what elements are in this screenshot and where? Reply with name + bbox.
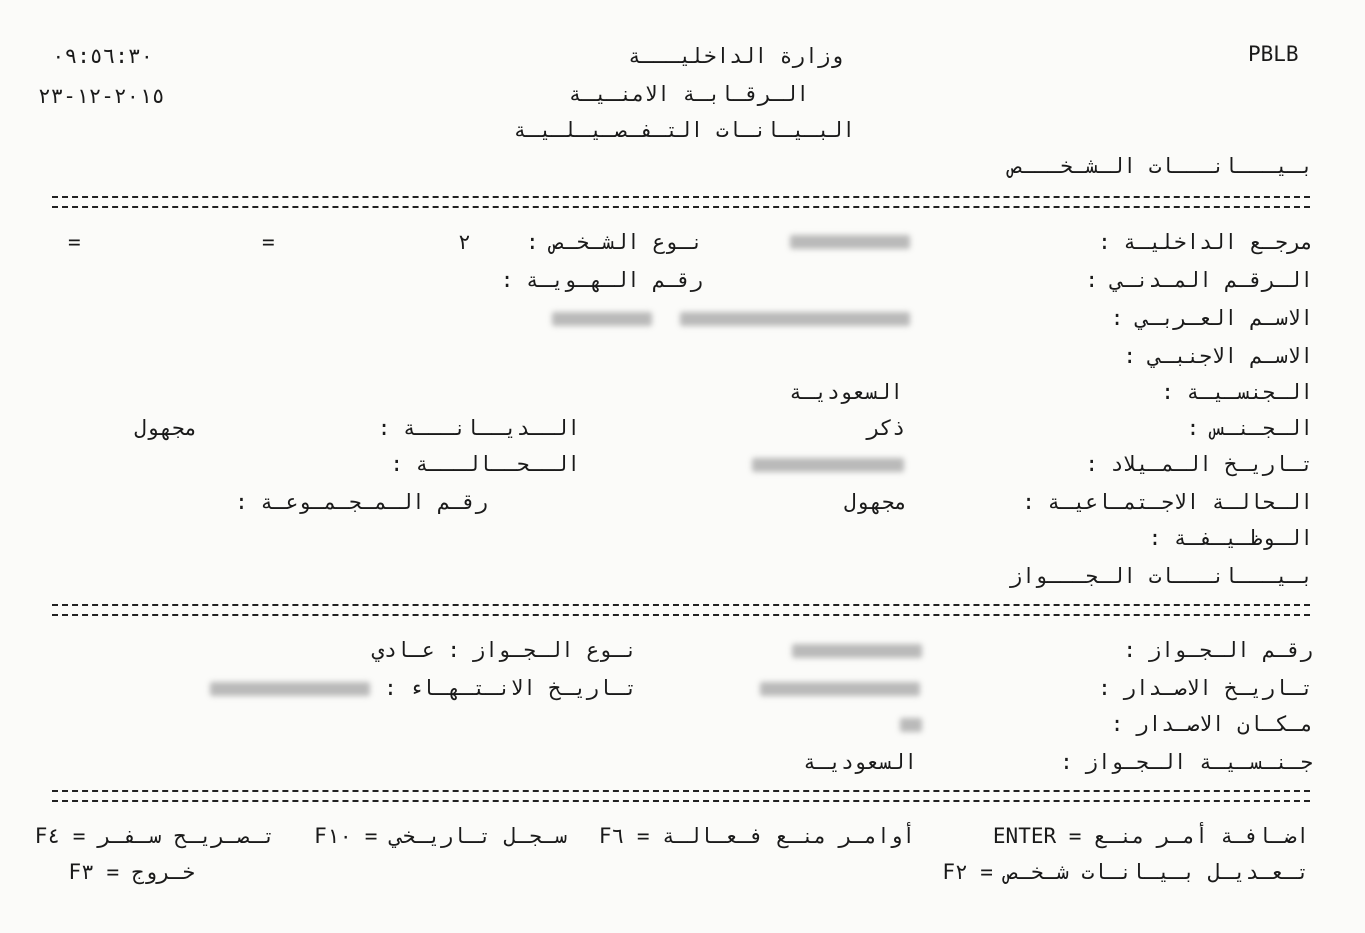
passport-nationality-label: جـنـسـيـة الـجـواز : [1060,750,1313,774]
screen-title: البـيـانـات التـفـصـيـلـيـة [513,118,855,142]
status-label: الــحــالـــة : [390,452,580,476]
arabic-name-value-redacted [680,312,910,326]
fkey-edit-person[interactable]: تـعـديـل بـيـانـات شـخـص = F٢ [942,860,1309,884]
marital-status-value: مجهول [843,490,907,514]
fkey-exit[interactable]: خـروج = F٣ [68,860,195,884]
separator-line [52,196,1310,208]
issue-place-value-redacted [900,718,922,732]
foreign-name-label: الاسـم الاجنبـي : [1123,344,1313,368]
group-no-label: رقـم الـمـجـمـوعـة : [235,490,488,514]
gender-label: الـجـنـس : [1186,416,1313,440]
department-title: الـرقـابـة الامنـيـة [568,82,809,106]
issue-place-label: مـكـان الاصـدار : [1110,712,1313,736]
arabic-name-label: الاسـم العـربـي : [1110,306,1313,330]
issue-date-label: تـاريـخ الاصـدار : [1098,676,1313,700]
fkey-travel-permit[interactable]: تـصـريـح سـفـر = F٤ [34,824,275,848]
expiry-date-value-redacted [210,682,370,696]
gender-value: ذكر [867,416,905,440]
expiry-date-label: تـاريـخ الانـتـهـاء : [384,676,637,700]
fkey-history[interactable]: سـجـل تـاريـخي = F١٠ [314,824,567,848]
passport-number-label: رقـم الـجـواز : [1123,638,1313,662]
equals-marker: = [68,230,81,254]
fkey-active-bans[interactable]: أوامـر منـع فـعـالـة = F٦ [598,824,915,848]
civil-no-label: الـرقـم المـدنـي : [1085,268,1313,292]
passport-type-label: نـوع الـجـواز : عـادي [371,638,637,662]
person-type-value: ٢ [458,230,471,254]
person-type-label: نـوع الشـخـص : [525,230,703,254]
fkey-add-ban[interactable]: اضـافـة أمـر منـع = ENTER [992,824,1309,848]
ministry-title: وزارة الداخليـــة [628,44,843,68]
ministry-ref-label: مرجـع الداخليـة : [1098,230,1313,254]
person-section-title: بـيـــانـــات الـشـخـــص [1009,154,1313,178]
religion-value: مجهول [134,416,198,440]
job-label: الـوظـيـفـة : [1148,526,1313,550]
equals-marker: = [262,230,275,254]
nationality-value: السعوديـة [789,380,903,404]
religion-label: الــديــانـــة : [377,416,580,440]
separator-line [52,604,1310,616]
passport-section-title: بـيـــانـــات الـجـــواز [1009,564,1313,588]
marital-status-label: الـحالـة الاجـتمـاعيـة : [1022,490,1313,514]
dob-value-redacted [752,458,904,472]
current-date: ٢٠١٥-١٢-٢٣ [38,84,165,108]
terminal-id: PBLB [1248,42,1299,66]
dob-label: تـاريـخ الـمـيلاد : [1085,452,1313,476]
nationality-label: الـجنسـيـة : [1161,380,1313,404]
passport-nationality-value: السعوديـة [803,750,917,774]
passport-number-value-redacted [792,644,922,658]
arabic-name-value-redacted [552,312,652,326]
ministry-ref-value-redacted [790,235,910,249]
issue-date-value-redacted [760,682,920,696]
separator-line [52,790,1310,802]
clock-time: ٠٩:٥٦:٣٠ [52,44,154,68]
id-no-label: رقـم الـهـويـة : [500,268,703,292]
